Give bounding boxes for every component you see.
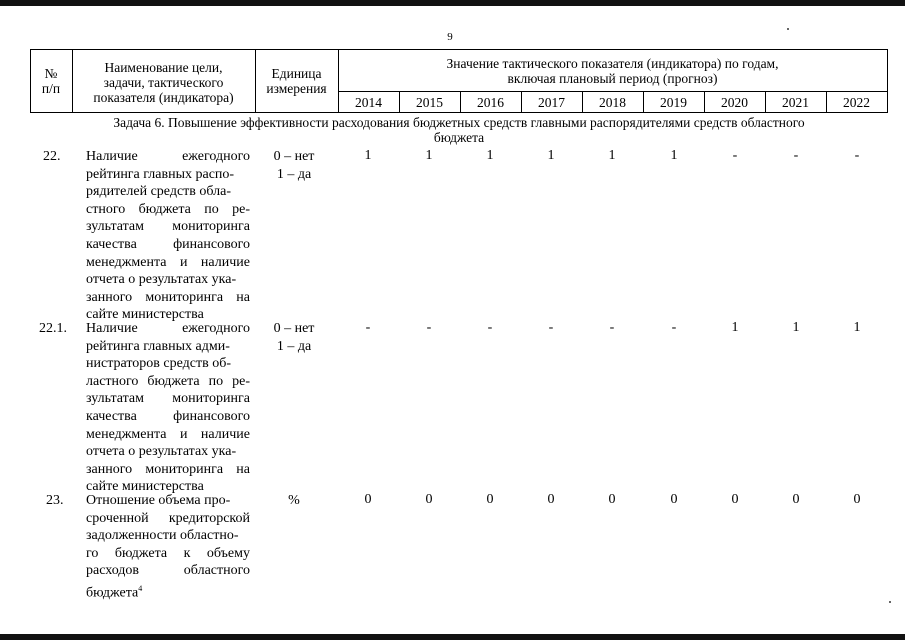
row-23-value-2016: 0 <box>486 492 494 507</box>
row-22-1-value-2019: - <box>671 320 677 335</box>
row-22-value-2016: 1 <box>486 148 494 163</box>
row-23-value-2014: 0 <box>364 492 372 507</box>
year-2016: 2016 <box>477 95 504 110</box>
row-22-1-value-2021: 1 <box>792 320 800 335</box>
row-22-1-value-2020: 1 <box>731 320 739 335</box>
row-22-value-2015: 1 <box>425 148 433 163</box>
top-scan-border <box>0 0 905 6</box>
row-23-value-2021: 0 <box>792 492 800 507</box>
row-22-1-description: Наличие ежегодного рейтинга главных адми- нистраторов средств об- ластного бюджета по ре- зультатам мониторинга качества финансового менеджмента и наличие отчета о результатах ука- занного мониторинга на сайте министерства <box>86 321 250 495</box>
year-2017: 2017 <box>538 95 565 110</box>
year-2021: 2021 <box>782 95 809 110</box>
row-23-unit: % <box>288 493 300 508</box>
row-23-description: Отношение объема про- сроченной кредиторской задолженности областно- го бюджета к объему расходов областного бюджета$^4$ <box>86 493 250 601</box>
year-2019: 2019 <box>660 95 687 110</box>
header-name: Наименование цели, задачи, тактического показателя (индикатора) <box>93 60 234 105</box>
row-23-value-2017: 0 <box>547 492 555 507</box>
row-22-value-2020: - <box>732 148 738 163</box>
year-2022: 2022 <box>843 95 870 110</box>
year-2018: 2018 <box>599 95 626 110</box>
scan-speck <box>889 601 891 603</box>
header-num: № п/п <box>41 66 61 96</box>
scan-speck <box>787 28 789 30</box>
row-22-value-2022: - <box>854 148 860 163</box>
row-23-value-2019: 0 <box>670 492 678 507</box>
year-2015: 2015 <box>416 95 443 110</box>
row-23-value-2020: 0 <box>731 492 739 507</box>
row-22-number: 22. <box>43 149 61 164</box>
row-23-value-2015: 0 <box>425 492 433 507</box>
header-values: Значение тактического показателя (индикатора) по годам, включая плановый период (прогноз) <box>446 56 779 86</box>
row-22-1-value-2022: 1 <box>853 320 861 335</box>
header-unit: Единица измерения <box>266 66 327 96</box>
task-heading: Задача 6. Повышение эффективности расходования бюджетных средств главными распорядителями средств областного бюджета <box>113 115 805 145</box>
page-number: 9 <box>447 31 453 43</box>
row-22-1-number: 22.1. <box>39 321 67 336</box>
row-22-1-unit: 0 – нет 1 – да <box>273 321 315 354</box>
row-22-1-value-2018: - <box>609 320 615 335</box>
row-22-value-2017: 1 <box>547 148 555 163</box>
row-22-1-value-2015: - <box>426 320 432 335</box>
row-22-description: Наличие ежегодного рейтинга главных распо- рядителей средств обла- стного бюджета по ре- зультатам мониторинга качества финансового менеджмента и наличие отчета о результатах ука- занного мониторинга на сайте министерства <box>86 149 250 323</box>
row-22-1-value-2014: - <box>365 320 371 335</box>
footnote-marker: 4 <box>138 583 143 593</box>
row-22-value-2018: 1 <box>608 148 616 163</box>
row-22-1-value-2017: - <box>548 320 554 335</box>
year-2020: 2020 <box>721 95 748 110</box>
row-22-unit: 0 – нет 1 – да <box>273 149 315 182</box>
row-23-value-2022: 0 <box>853 492 861 507</box>
row-23-value-2018: 0 <box>608 492 616 507</box>
row-22-value-2014: 1 <box>364 148 372 163</box>
row-22-1-value-2016: - <box>487 320 493 335</box>
row-22-value-2021: - <box>793 148 799 163</box>
bottom-scan-border <box>0 634 905 640</box>
row-23-number: 23. <box>46 493 64 508</box>
year-2014: 2014 <box>355 95 382 110</box>
row-22-value-2019: 1 <box>670 148 678 163</box>
